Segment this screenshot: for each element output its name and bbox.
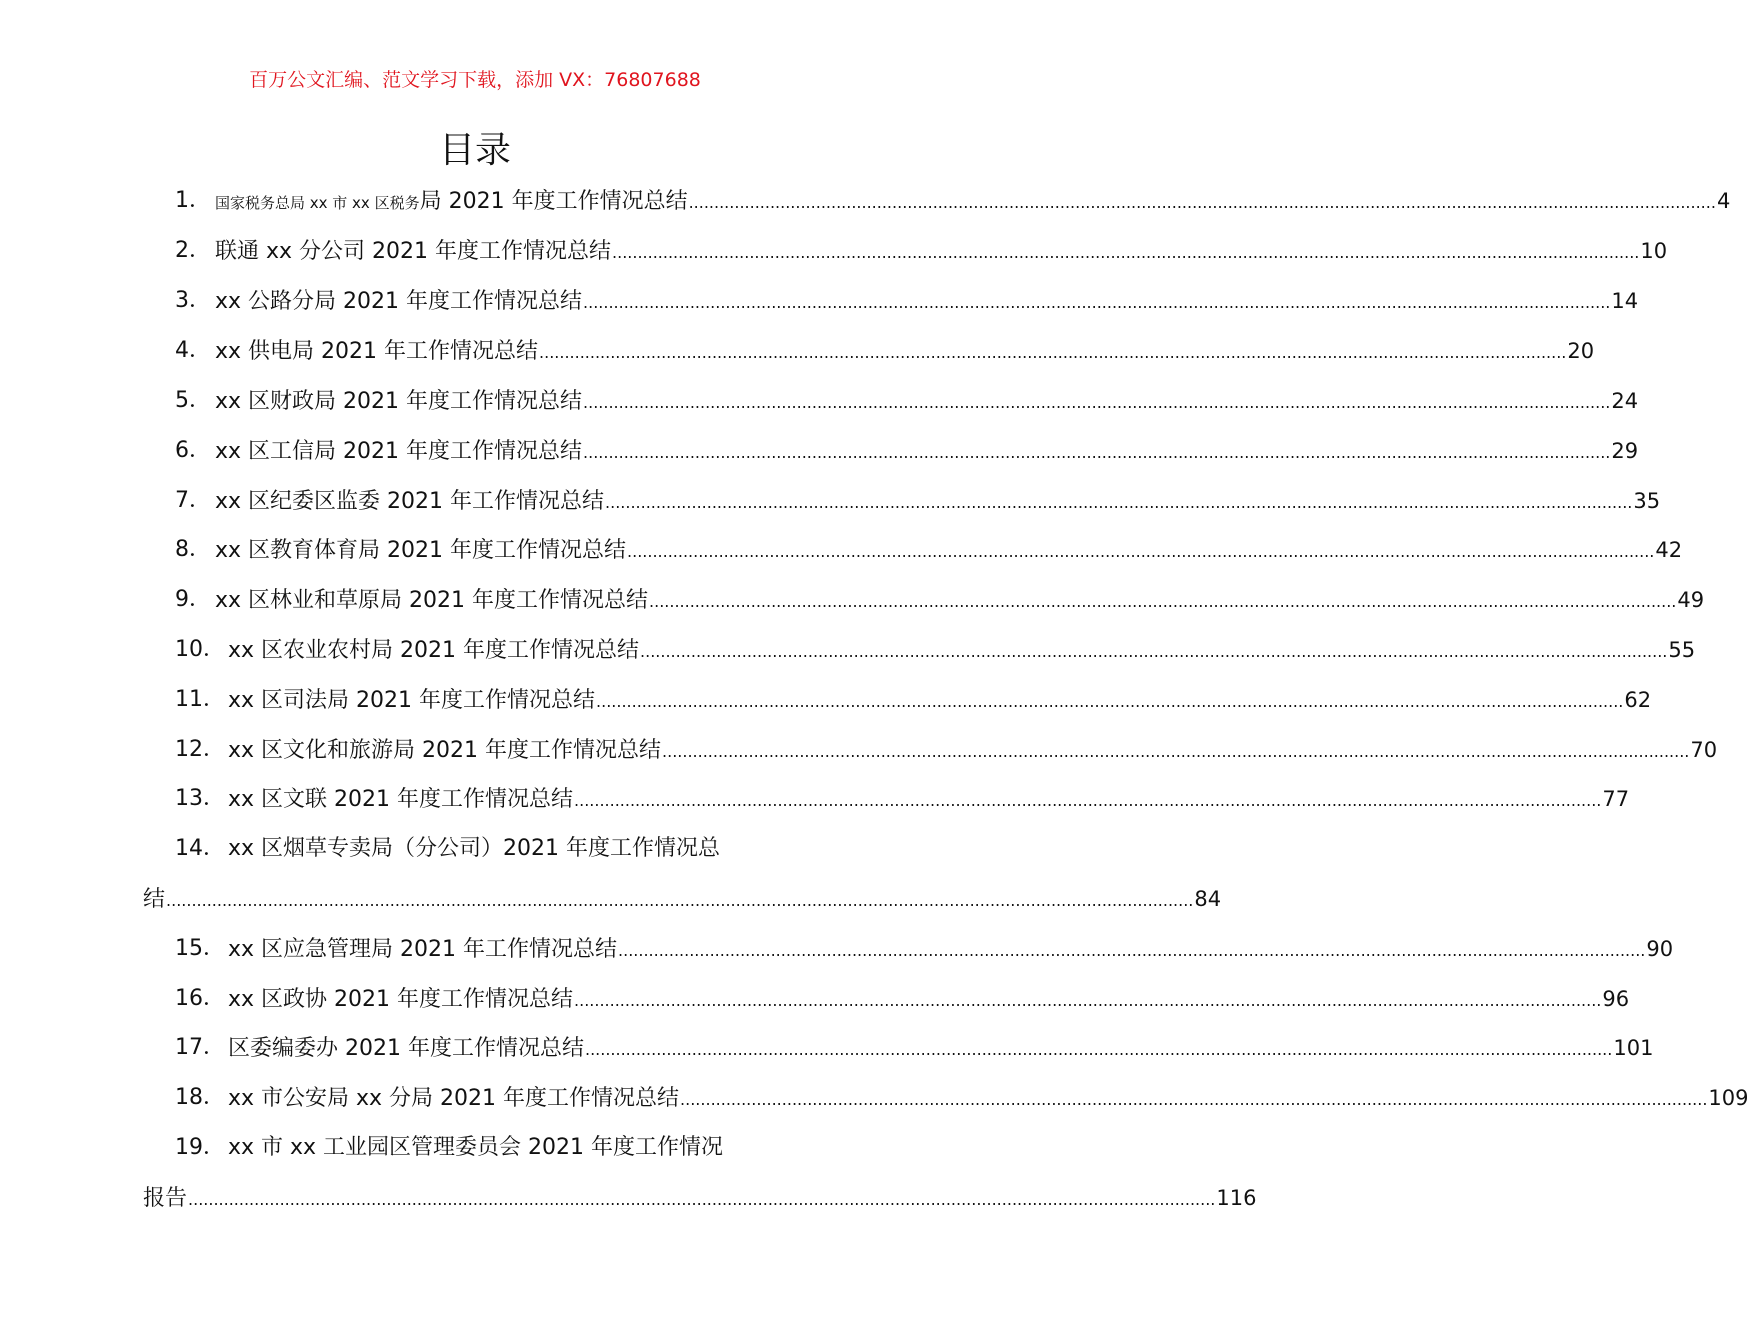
toc-entry-number: 8． [175,537,211,562]
toc-entry-number: 3． [175,288,211,313]
dot-leader: .......................................................................................................................................................................................................... [649,592,1677,611]
toc-entry-title: xx 区农业农村局 2021 年度工作情况总结 [228,638,640,663]
dot-leader: .......................................................................................................................................................................................................... [605,493,1633,512]
toc-entry-number: 17． [175,1035,225,1060]
toc-entry-page: 109 [1708,1086,1749,1110]
toc-entry-15[interactable] [0,934,1674,964]
dot-leader: .......................................................................................................................................................................................................... [688,193,1716,212]
toc-entry-page: 4 [1716,189,1731,213]
toc-entry-page: 24 [1611,389,1639,413]
toc-entry-title: xx 市 xx 工业园区管理委员会 2021 年度工作情况 [228,1135,724,1160]
toc-entry-14-continued[interactable] [0,884,1222,914]
toc-entry-4[interactable] [0,336,1595,366]
dot-leader: .......................................................................................................................................................................................................... [662,742,1690,761]
toc-entry-title: xx 区财政局 2021 年度工作情况总结 [215,389,583,414]
toc-entry-number: 18． [175,1085,225,1110]
toc-entry-18[interactable] [0,1083,1749,1113]
toc-entry-page: 84 [1194,887,1222,911]
toc-entry-number: 5． [175,388,211,413]
toc-entry-13[interactable] [0,784,1630,814]
toc-entry-number: 1． [175,188,211,213]
toc-entry-title: xx 区应急管理局 2021 年工作情况总结 [228,937,618,962]
toc-entry-page: 62 [1624,688,1652,712]
toc-entry-number: 7． [175,488,211,513]
toc-entry-page: 116 [1216,1186,1257,1210]
dot-leader: .......................................................................................................................................................................................................... [539,343,1567,362]
dot-leader: .......................................................................................................................................................................................................... [574,791,1602,810]
toc-entry-title-continued: 结 [143,887,166,912]
toc-entry-title: xx 供电局 2021 年工作情况总结 [215,339,539,364]
toc-entry-5[interactable] [0,386,1639,416]
dot-leader: .......................................................................................................................................................................................................... [596,692,1624,711]
dot-leader: .......................................................................................................................................................................................................... [612,243,1640,262]
toc-entry-9[interactable] [0,585,1705,615]
toc-entry-number: 19． [175,1135,225,1160]
toc-entry-title: 联通 xx 分公司 2021 年度工作情况总结 [215,239,612,264]
toc-entry-title-small: 国家税务总局 xx 市 xx 区税务 [215,194,420,212]
toc-entry-page: 20 [1567,339,1595,363]
toc-entry-number: 10． [175,637,225,662]
toc-entry-page: 90 [1646,937,1674,961]
toc-entry-title: xx 区教育体育局 2021 年度工作情况总结 [215,538,627,563]
dot-leader: .......................................................................................................................................................................................................... [618,941,1646,960]
dot-leader: .......................................................................................................................................................................................................... [640,642,1668,661]
toc-entry-number: 4． [175,338,211,363]
toc-entry-19[interactable] [0,1133,950,1163]
dot-leader: .......................................................................................................................................................................................................... [584,1040,1613,1059]
toc-entry-page: 49 [1677,588,1705,612]
toc-entry-16[interactable] [0,984,1630,1014]
toc-entry-page: 42 [1655,538,1683,562]
toc-entry-3[interactable] [0,286,1639,316]
toc-entry-title: xx 公路分局 2021 年度工作情况总结 [215,289,583,314]
toc-entry-number: 12． [175,737,225,762]
toc-entry-title: 区委编委办 2021 年度工作情况总结 [228,1036,584,1061]
dot-leader: .......................................................................................................................................................................................................... [574,991,1602,1010]
toc-entry-page: 35 [1633,489,1661,513]
toc-entry-number: 6． [175,438,211,463]
toc-entry-title: xx 区烟草专卖局（分公司）2021 年度工作情况总 [228,836,721,861]
dot-leader: .......................................................................................................................................................................................................... [166,891,1194,910]
toc-entry-number: 16． [175,986,225,1011]
toc-entry-page: 55 [1668,638,1696,662]
page-title: 目录 [438,130,511,171]
toc-entry-page: 14 [1611,289,1639,313]
toc-entry-19-continued[interactable] [0,1183,1257,1213]
dot-leader: .......................................................................................................................................................................................................... [583,393,1611,412]
toc-entry-10[interactable] [0,635,1696,665]
toc-entry-page: 10 [1640,239,1668,263]
dot-leader: .......................................................................................................................................................................................................... [680,1090,1708,1109]
watermark-banner: 百万公文汇编、范文学习下载，添加 VX：76807688 [249,69,701,91]
dot-leader: .......................................................................................................................................................................................................... [627,542,1655,561]
toc-entry-title: xx 区文联 2021 年度工作情况总结 [228,787,574,812]
toc-entry-title: xx 区司法局 2021 年度工作情况总结 [228,688,596,713]
toc-entry-12[interactable] [0,735,1718,765]
toc-entry-title: xx 区政协 2021 年度工作情况总结 [228,987,574,1012]
toc-entry-title: xx 区工信局 2021 年度工作情况总结 [215,439,583,464]
toc-entry-title: xx 区林业和草原局 2021 年度工作情况总结 [215,588,649,613]
toc-entry-6[interactable] [0,436,1639,466]
toc-entry-7[interactable] [0,486,1661,516]
toc-entry-title: xx 区文化和旅游局 2021 年度工作情况总结 [228,738,662,763]
toc-entry-title: 局 2021 年度工作情况总结 [419,189,688,214]
dot-leader: .......................................................................................................................................................................................................... [583,293,1611,312]
toc-entry-2[interactable] [0,236,1668,266]
toc-entry-1[interactable] [0,186,1731,216]
toc-entry-number: 11． [175,687,225,712]
toc-entry-page: 96 [1602,987,1630,1011]
toc-entry-page: 70 [1690,738,1718,762]
toc-entry-title: xx 市公安局 xx 分局 2021 年度工作情况总结 [228,1086,680,1111]
toc-entry-14[interactable] [0,834,950,864]
toc-entry-17[interactable] [0,1033,1654,1063]
toc-entry-title: xx 区纪委区监委 2021 年工作情况总结 [215,489,605,514]
toc-entry-number: 15． [175,936,225,961]
toc-entry-number: 9． [175,587,211,612]
toc-entry-title-continued: 报告 [143,1186,188,1211]
toc-entry-page: 77 [1602,787,1630,811]
toc-entry-number: 14． [175,836,225,861]
toc-entry-number: 2． [175,238,211,263]
toc-entry-8[interactable] [0,535,1683,565]
dot-leader: .......................................................................................................................................................................................................... [188,1190,1216,1209]
toc-entry-11[interactable] [0,685,1652,715]
dot-leader: .......................................................................................................................................................................................................... [583,443,1611,462]
toc-entry-page: 101 [1613,1036,1654,1060]
toc-entry-page: 29 [1611,439,1639,463]
toc-entry-number: 13． [175,786,225,811]
